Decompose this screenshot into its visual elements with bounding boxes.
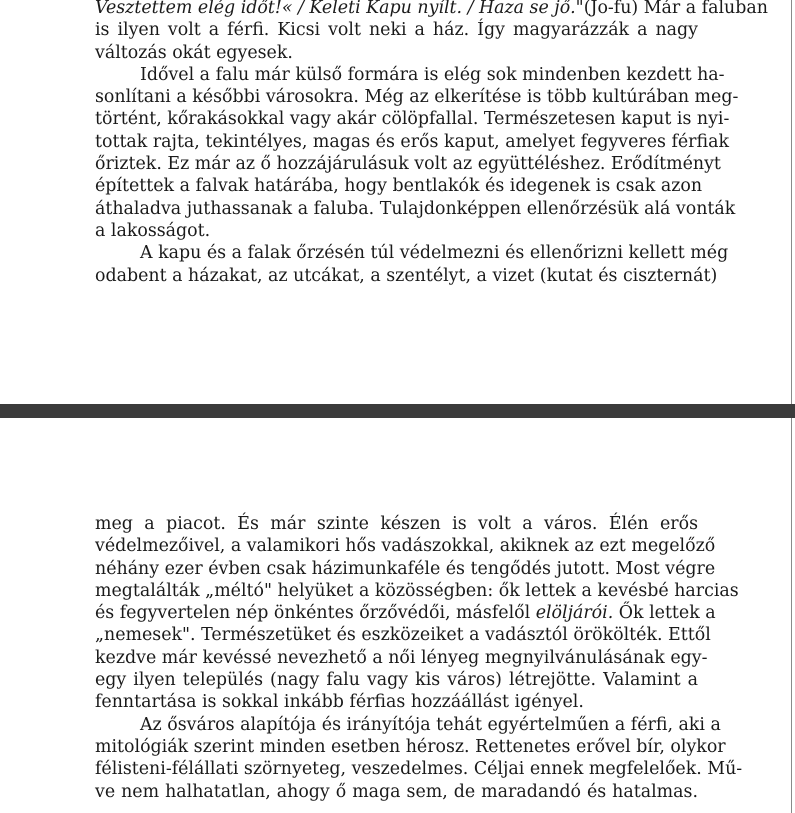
text-line (95, 669, 698, 691)
text-segment: ve nem halhatatlan, ahogy ő maga sem, de maradandó és hatalmas. (95, 781, 698, 802)
text-segment: változás okát egyesek. (95, 42, 293, 63)
text-line (95, 153, 721, 175)
text-segment: odabent a házakat, az utcákat, a szentélyt, a vizet (kutat és ciszternát) (95, 265, 718, 286)
text-segment: egy ilyen település (nagy falu vagy kis város) létrejötte. Valamint a (95, 670, 698, 691)
text-line (95, 64, 725, 86)
text-segment: Az ősváros alapítója és irányítója tehát egyértelműen a férfi, aki a (140, 714, 721, 735)
text-segment: építettek a falvak határába, hogy bentlakók és idegenek is csak azon (95, 176, 703, 197)
italic-text: Vesztettem elég időt!« / Keleti Kapu nyílt. / Haza se jő." (95, 0, 584, 18)
text-line (95, 42, 698, 64)
text-line (95, 265, 718, 287)
text-segment: fenntartása is sokkal inkább férfias hozzáállást igényel. (95, 692, 584, 713)
text-segment: meg a piacot. És már szinte készen is volt a város. Élén erős (95, 514, 698, 534)
text-segment: mitológiák szerint minden esetben hérosz. Rettenetes erővel bír, olykor (95, 736, 726, 757)
text-line (95, 758, 743, 780)
text-line (95, 535, 716, 557)
text-line (95, 513, 698, 535)
text-segment: megtalálták „méltó" helyüket a közösségben: ők lettek a kevésbé harcias (95, 580, 739, 601)
page-bottom (0, 418, 792, 813)
text-line (95, 131, 729, 153)
text-line (95, 220, 698, 242)
text-line (95, 647, 708, 669)
text-line (95, 714, 721, 736)
text-line (95, 198, 736, 220)
text-line (95, 558, 716, 580)
text-segment: őriztek. Ez már az ő hozzájárulásuk volt az együttéléshez. Erődítményt (95, 154, 721, 175)
text-line (95, 602, 716, 624)
page-text-top (95, 0, 768, 287)
text-segment: Idővel a falu már külső formára is elég sok mindenben kezdett ha- (140, 64, 725, 85)
text-segment: A kapu és a falak őrzésén túl védelmezni és ellenőrizni kellett még (140, 243, 729, 264)
page-top (0, 0, 792, 404)
text-segment: történt, kőrakásokkal vagy akár cölöpfallal. Természetesen kaput is nyi- (95, 109, 730, 130)
text-segment: a lakosságot. (95, 220, 211, 241)
text-segment: félisteni-félállati szörnyeteg, veszedelmes. Céljai ennek megfelelőek. Mű- (95, 759, 743, 780)
text-segment: néhány ezer évben csak házimunkaféle és tengődés jutott. Most végre (95, 558, 716, 579)
text-segment: (Jo-fu) Már a faluban (583, 0, 768, 18)
text-line (95, 175, 703, 197)
text-line (95, 0, 768, 19)
text-line (95, 781, 698, 803)
text-segment: is ilyen volt a férfi. Kicsi volt neki a ház. Így magyarázzák a nagy (95, 20, 698, 41)
text-segment: áthaladva juthassanak a faluba. Tulajdonképpen ellenőrzésük alá vonták (95, 198, 736, 219)
text-line (95, 580, 739, 602)
text-line (95, 108, 730, 130)
text-segment: „nemesek". Természetüket és eszközeiket a vadásztól örökölték. Ettől (95, 625, 711, 646)
text-line (95, 19, 698, 41)
page-text-bottom (95, 513, 743, 803)
text-segment: Ők lettek a (613, 603, 716, 624)
text-line (95, 86, 739, 108)
text-segment: tottak rajta, tekintélyes, magas és erős kaput, amelyet fegyveres férfiak (95, 131, 729, 152)
page-separator (0, 404, 795, 418)
italic-text: elöljárói. (535, 603, 614, 624)
text-segment: és fegyvertelen nép önkéntes őrzővédői, másfelől (95, 603, 536, 624)
text-line (95, 624, 711, 646)
text-line (95, 242, 729, 264)
text-segment: védelmezőivel, a valamikori hős vadászokkal, akiknek az ezt megelőző (95, 536, 716, 557)
text-segment: kezdve már kevéssé nevezhető a női lényeg megnyilvánulásának egy- (95, 647, 708, 668)
text-line (95, 691, 698, 713)
text-line (95, 736, 726, 758)
text-segment: sonlítani a későbbi városokra. Még az elkerítése is több kultúrában meg- (95, 87, 739, 108)
